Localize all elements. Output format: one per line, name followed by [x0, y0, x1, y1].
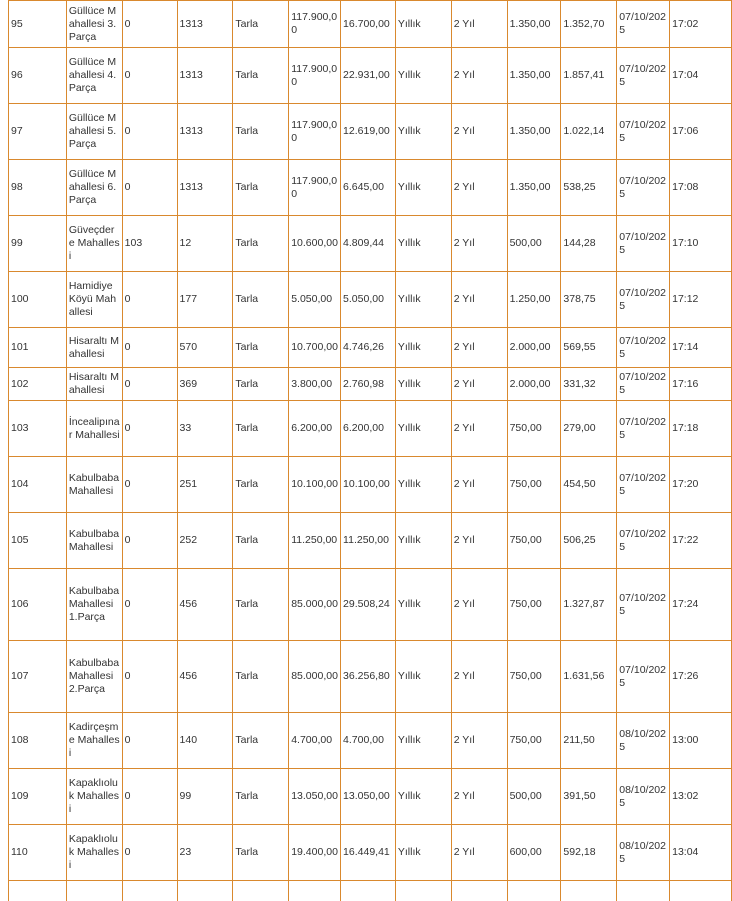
- cell-birim-fiyat: 750,00: [507, 457, 561, 513]
- cell-saat: 17:26: [670, 641, 732, 713]
- cell-mahalle: Kabulbaba Mahallesi: [66, 457, 122, 513]
- cell-nitelik: Tarla: [233, 1, 289, 48]
- cell-kiralanan: 16.700,00: [341, 1, 396, 48]
- cell-tarih: 07/10/2025: [617, 160, 670, 216]
- table-body: [9, 1, 732, 901]
- cell-ada: 0: [122, 513, 177, 569]
- cell-no: [9, 881, 67, 901]
- cell-parsel: 1313: [177, 1, 233, 48]
- cell-saat: 17:04: [670, 48, 732, 104]
- cell-parsel: 177: [177, 272, 233, 328]
- cell-sure: 2 Yıl: [451, 825, 507, 881]
- cell-birim-fiyat: 1.350,00: [507, 48, 561, 104]
- cell-saat: [670, 881, 732, 901]
- table-row: [9, 713, 732, 769]
- cell-saat: 17:02: [670, 1, 732, 48]
- cell-birim-fiyat: 2.000,00: [507, 368, 561, 401]
- table-row: [9, 368, 732, 401]
- cell-kiralanan: 4.700,00: [341, 713, 396, 769]
- cell-parsel: 369: [177, 368, 233, 401]
- cell-tarih: 07/10/2025: [617, 216, 670, 272]
- cell-kira-tipi: Yıllık: [395, 160, 451, 216]
- cell-sure: 2 Yıl: [451, 769, 507, 825]
- cell-alan: 4.700,00: [289, 713, 341, 769]
- cell-birim-fiyat: 500,00: [507, 216, 561, 272]
- cell-sure: 2 Yıl: [451, 457, 507, 513]
- cell-bedel: 1.022,14: [561, 104, 617, 160]
- cell-tarih: 07/10/2025: [617, 272, 670, 328]
- cell-kira-tipi: Yıllık: [395, 328, 451, 368]
- cell-mahalle: Hisaraltı Mahallesi: [66, 328, 122, 368]
- cell-ada: [122, 881, 177, 901]
- table-row: [9, 1, 732, 48]
- cell-bedel: 538,25: [561, 160, 617, 216]
- cell-birim-fiyat: 750,00: [507, 513, 561, 569]
- cell-sure: 2 Yıl: [451, 160, 507, 216]
- cell-bedel: 279,00: [561, 401, 617, 457]
- cell-nitelik: Tarla: [233, 48, 289, 104]
- cell-parsel: 12: [177, 216, 233, 272]
- cell-nitelik: Tarla: [233, 825, 289, 881]
- cell-alan: 11.250,00: [289, 513, 341, 569]
- table-row: [9, 881, 732, 901]
- cell-saat: 17:24: [670, 569, 732, 641]
- cell-alan: 85.000,00: [289, 641, 341, 713]
- cell-sure: 2 Yıl: [451, 713, 507, 769]
- cell-sure: 2 Yıl: [451, 272, 507, 328]
- cell-saat: 13:02: [670, 769, 732, 825]
- table-row: [9, 825, 732, 881]
- cell-ada: 0: [122, 401, 177, 457]
- cell-no: 107: [9, 641, 67, 713]
- cell-kiralanan: 4.746,26: [341, 328, 396, 368]
- cell-no: 106: [9, 569, 67, 641]
- cell-nitelik: Tarla: [233, 328, 289, 368]
- cell-tarih: 08/10/2025: [617, 825, 670, 881]
- cell-no: 103: [9, 401, 67, 457]
- cell-alan: [289, 881, 341, 901]
- cell-kiralanan: 36.256,80: [341, 641, 396, 713]
- cell-mahalle: Kapaklıoluk Mahallesi: [66, 769, 122, 825]
- cell-kira-tipi: Yıllık: [395, 569, 451, 641]
- table-row: [9, 272, 732, 328]
- cell-kira-tipi: Yıllık: [395, 769, 451, 825]
- cell-kiralanan: 2.760,98: [341, 368, 396, 401]
- cell-no: 99: [9, 216, 67, 272]
- cell-birim-fiyat: 600,00: [507, 825, 561, 881]
- cell-alan: 5.050,00: [289, 272, 341, 328]
- cell-saat: 17:16: [670, 368, 732, 401]
- cell-kiralanan: 6.645,00: [341, 160, 396, 216]
- cell-saat: 17:14: [670, 328, 732, 368]
- cell-kiralanan: 29.508,24: [341, 569, 396, 641]
- cell-mahalle: Kapaklıoluk Mahallesi: [66, 825, 122, 881]
- cell-parsel: 140: [177, 713, 233, 769]
- cell-bedel: 592,18: [561, 825, 617, 881]
- cell-no: 104: [9, 457, 67, 513]
- table-row: [9, 513, 732, 569]
- cell-tarih: 07/10/2025: [617, 569, 670, 641]
- cell-alan: 13.050,00: [289, 769, 341, 825]
- cell-alan: 6.200,00: [289, 401, 341, 457]
- cell-bedel: 331,32: [561, 368, 617, 401]
- cell-nitelik: Tarla: [233, 216, 289, 272]
- table-row: [9, 569, 732, 641]
- table-row: [9, 104, 732, 160]
- cell-kiralanan: 16.449,41: [341, 825, 396, 881]
- cell-kira-tipi: [395, 881, 451, 901]
- cell-bedel: 1.327,87: [561, 569, 617, 641]
- cell-no: 100: [9, 272, 67, 328]
- cell-saat: 17:08: [670, 160, 732, 216]
- cell-saat: 17:22: [670, 513, 732, 569]
- cell-ada: 0: [122, 1, 177, 48]
- cell-parsel: 33: [177, 401, 233, 457]
- cell-tarih: [617, 881, 670, 901]
- cell-ada: 103: [122, 216, 177, 272]
- cell-kira-tipi: Yıllık: [395, 401, 451, 457]
- cell-alan: 3.800,00: [289, 368, 341, 401]
- cell-birim-fiyat: 1.350,00: [507, 1, 561, 48]
- cell-bedel: 391,50: [561, 769, 617, 825]
- cell-ada: 0: [122, 272, 177, 328]
- cell-bedel: 506,25: [561, 513, 617, 569]
- table-row: [9, 48, 732, 104]
- table-row: [9, 160, 732, 216]
- cell-nitelik: Tarla: [233, 272, 289, 328]
- cell-ada: 0: [122, 160, 177, 216]
- cell-birim-fiyat: 750,00: [507, 569, 561, 641]
- cell-saat: 17:12: [670, 272, 732, 328]
- cell-kiralanan: [341, 881, 396, 901]
- cell-bedel: 1.352,70: [561, 1, 617, 48]
- cell-ada: 0: [122, 368, 177, 401]
- cell-kira-tipi: Yıllık: [395, 825, 451, 881]
- cell-alan: 85.000,00: [289, 569, 341, 641]
- cell-birim-fiyat: 2.000,00: [507, 328, 561, 368]
- cell-kira-tipi: Yıllık: [395, 457, 451, 513]
- cell-kira-tipi: Yıllık: [395, 641, 451, 713]
- cell-birim-fiyat: [507, 881, 561, 901]
- cell-parsel: 1313: [177, 104, 233, 160]
- table-row: [9, 328, 732, 368]
- cell-sure: 2 Yıl: [451, 1, 507, 48]
- cell-ada: 0: [122, 769, 177, 825]
- cell-bedel: [561, 881, 617, 901]
- cell-alan: 117.900,00: [289, 160, 341, 216]
- cell-bedel: 1.857,41: [561, 48, 617, 104]
- cell-nitelik: Tarla: [233, 104, 289, 160]
- cell-alan: 19.400,00: [289, 825, 341, 881]
- cell-no: 109: [9, 769, 67, 825]
- cell-sure: 2 Yıl: [451, 401, 507, 457]
- cell-nitelik: Tarla: [233, 641, 289, 713]
- cell-nitelik: Tarla: [233, 513, 289, 569]
- cell-alan: 117.900,00: [289, 48, 341, 104]
- cell-bedel: 144,28: [561, 216, 617, 272]
- cell-kira-tipi: Yıllık: [395, 1, 451, 48]
- cell-ada: 0: [122, 48, 177, 104]
- cell-kira-tipi: Yıllık: [395, 368, 451, 401]
- cell-alan: 117.900,00: [289, 104, 341, 160]
- cell-nitelik: Tarla: [233, 457, 289, 513]
- cell-parsel: 570: [177, 328, 233, 368]
- cell-kira-tipi: Yıllık: [395, 713, 451, 769]
- cell-tarih: 07/10/2025: [617, 513, 670, 569]
- cell-kiralanan: 12.619,00: [341, 104, 396, 160]
- ihale-table: [8, 0, 732, 901]
- cell-ada: 0: [122, 713, 177, 769]
- cell-saat: 13:04: [670, 825, 732, 881]
- cell-nitelik: Tarla: [233, 160, 289, 216]
- cell-parsel: 23: [177, 825, 233, 881]
- cell-birim-fiyat: 500,00: [507, 769, 561, 825]
- cell-mahalle: Güllüce Mahallesi 3.Parça: [66, 1, 122, 48]
- cell-parsel: 1313: [177, 48, 233, 104]
- cell-kira-tipi: Yıllık: [395, 48, 451, 104]
- cell-tarih: 08/10/2025: [617, 769, 670, 825]
- cell-sure: 2 Yıl: [451, 368, 507, 401]
- cell-sure: 2 Yıl: [451, 328, 507, 368]
- cell-tarih: 07/10/2025: [617, 1, 670, 48]
- cell-tarih: 07/10/2025: [617, 48, 670, 104]
- cell-kiralanan: 4.809,44: [341, 216, 396, 272]
- cell-saat: 17:06: [670, 104, 732, 160]
- cell-kiralanan: 11.250,00: [341, 513, 396, 569]
- cell-no: 98: [9, 160, 67, 216]
- cell-sure: 2 Yıl: [451, 48, 507, 104]
- cell-saat: 17:10: [670, 216, 732, 272]
- cell-no: 102: [9, 368, 67, 401]
- cell-nitelik: [233, 881, 289, 901]
- cell-sure: 2 Yıl: [451, 104, 507, 160]
- cell-mahalle: Hamidiye Köyü Mahallesi: [66, 272, 122, 328]
- cell-no: 108: [9, 713, 67, 769]
- cell-mahalle: Hisaraltı Mahallesi: [66, 368, 122, 401]
- cell-sure: 2 Yıl: [451, 216, 507, 272]
- cell-birim-fiyat: 1.350,00: [507, 160, 561, 216]
- cell-nitelik: Tarla: [233, 401, 289, 457]
- cell-mahalle: Kabulbaba Mahallesi: [66, 513, 122, 569]
- cell-no: 96: [9, 48, 67, 104]
- cell-kiralanan: 22.931,00: [341, 48, 396, 104]
- cell-birim-fiyat: 1.250,00: [507, 272, 561, 328]
- cell-bedel: 569,55: [561, 328, 617, 368]
- cell-mahalle: Güveçdere Mahallesi: [66, 216, 122, 272]
- cell-mahalle: Kadirçeşme Mahallesi: [66, 713, 122, 769]
- cell-kira-tipi: Yıllık: [395, 216, 451, 272]
- cell-parsel: 1313: [177, 160, 233, 216]
- cell-nitelik: Tarla: [233, 368, 289, 401]
- table-row: [9, 769, 732, 825]
- cell-kira-tipi: Yıllık: [395, 272, 451, 328]
- cell-saat: 17:20: [670, 457, 732, 513]
- table-row: [9, 457, 732, 513]
- cell-saat: 13:00: [670, 713, 732, 769]
- cell-tarih: 07/10/2025: [617, 368, 670, 401]
- cell-ada: 0: [122, 457, 177, 513]
- cell-ada: 0: [122, 569, 177, 641]
- cell-bedel: 211,50: [561, 713, 617, 769]
- cell-no: 110: [9, 825, 67, 881]
- cell-saat: 17:18: [670, 401, 732, 457]
- cell-mahalle: Kabulbaba Mahallesi 1.Parça: [66, 569, 122, 641]
- cell-parsel: 252: [177, 513, 233, 569]
- cell-sure: [451, 881, 507, 901]
- cell-mahalle: Güllüce Mahallesi 5.Parça: [66, 104, 122, 160]
- cell-no: 97: [9, 104, 67, 160]
- cell-parsel: [177, 881, 233, 901]
- cell-tarih: 07/10/2025: [617, 457, 670, 513]
- cell-tarih: 07/10/2025: [617, 104, 670, 160]
- cell-tarih: 07/10/2025: [617, 401, 670, 457]
- cell-parsel: 456: [177, 569, 233, 641]
- cell-ada: 0: [122, 825, 177, 881]
- cell-bedel: 378,75: [561, 272, 617, 328]
- cell-mahalle: Güllüce Mahallesi 4.Parça: [66, 48, 122, 104]
- cell-parsel: 456: [177, 641, 233, 713]
- cell-kiralanan: 6.200,00: [341, 401, 396, 457]
- cell-no: 105: [9, 513, 67, 569]
- cell-kira-tipi: Yıllık: [395, 104, 451, 160]
- cell-sure: 2 Yıl: [451, 569, 507, 641]
- cell-ada: 0: [122, 328, 177, 368]
- cell-no: 95: [9, 1, 67, 48]
- cell-parsel: 99: [177, 769, 233, 825]
- table-row: [9, 401, 732, 457]
- cell-nitelik: Tarla: [233, 569, 289, 641]
- cell-alan: 10.600,00: [289, 216, 341, 272]
- table-row: [9, 641, 732, 713]
- cell-tarih: 08/10/2025: [617, 713, 670, 769]
- cell-mahalle: Güllüce Mahallesi 6.Parça: [66, 160, 122, 216]
- cell-tarih: 07/10/2025: [617, 328, 670, 368]
- cell-kira-tipi: Yıllık: [395, 513, 451, 569]
- cell-birim-fiyat: 750,00: [507, 713, 561, 769]
- cell-alan: 10.700,00: [289, 328, 341, 368]
- cell-ada: 0: [122, 104, 177, 160]
- cell-nitelik: Tarla: [233, 713, 289, 769]
- cell-ada: 0: [122, 641, 177, 713]
- cell-alan: 117.900,00: [289, 1, 341, 48]
- cell-no: 101: [9, 328, 67, 368]
- cell-alan: 10.100,00: [289, 457, 341, 513]
- cell-mahalle: [66, 881, 122, 901]
- cell-mahalle: İncealipınar Mahallesi: [66, 401, 122, 457]
- cell-parsel: 251: [177, 457, 233, 513]
- cell-bedel: 1.631,56: [561, 641, 617, 713]
- cell-bedel: 454,50: [561, 457, 617, 513]
- cell-birim-fiyat: 1.350,00: [507, 104, 561, 160]
- cell-kiralanan: 13.050,00: [341, 769, 396, 825]
- table-row: [9, 216, 732, 272]
- cell-birim-fiyat: 750,00: [507, 401, 561, 457]
- cell-birim-fiyat: 750,00: [507, 641, 561, 713]
- cell-sure: 2 Yıl: [451, 513, 507, 569]
- cell-tarih: 07/10/2025: [617, 641, 670, 713]
- cell-kiralanan: 5.050,00: [341, 272, 396, 328]
- cell-kiralanan: 10.100,00: [341, 457, 396, 513]
- cell-mahalle: Kabulbaba Mahallesi 2.Parça: [66, 641, 122, 713]
- cell-sure: 2 Yıl: [451, 641, 507, 713]
- cell-nitelik: Tarla: [233, 769, 289, 825]
